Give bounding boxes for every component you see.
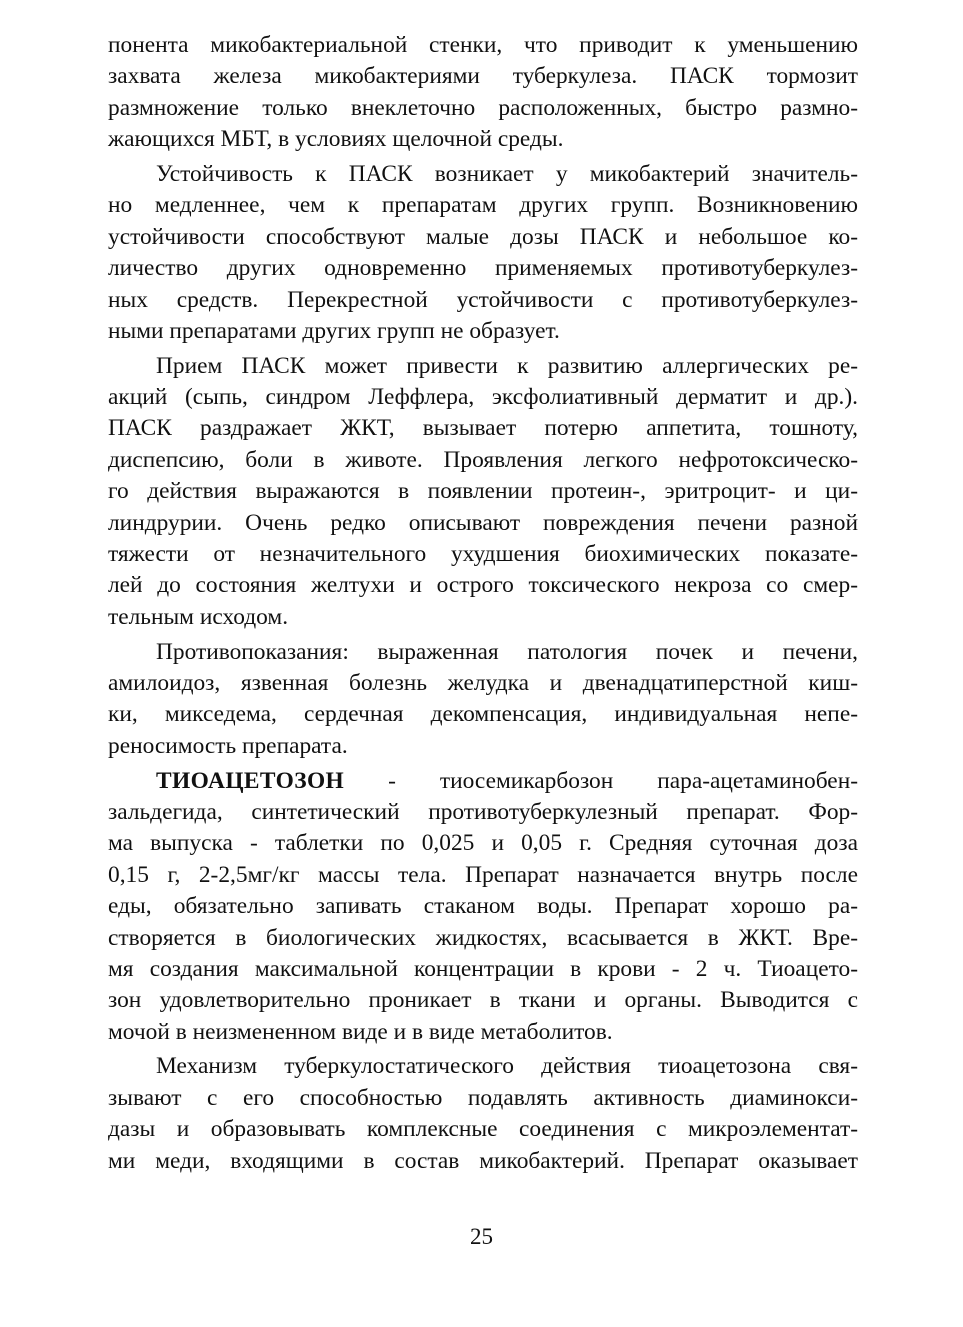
text-line: размножение только внеклеточно расположенных, быстро размно- xyxy=(108,94,858,121)
paragraph xyxy=(108,1051,858,1177)
text-line: акций (сыпь, синдром Леффлера, эксфолиативный дерматит и др.). xyxy=(108,384,858,411)
text-line xyxy=(108,766,858,797)
text-line: ми меди, входящими в состав микобактерий. Препарат оказывает xyxy=(108,1147,858,1174)
text-line: диспепсию, боли в животе. Проявления легкого нефротоксическо- xyxy=(108,446,858,473)
text-line: амилоидоз, язвенная болезнь желудка и двенадцатиперстной киш- xyxy=(108,669,858,696)
text-line: зон удовлетворительно проникает в ткани и органы. Выводится с xyxy=(108,987,858,1014)
paragraph xyxy=(108,351,858,634)
text-line: устойчивости способствуют малые дозы ПАСК и небольшое ко- xyxy=(108,223,858,250)
text-line: понента микобактериальной стенки, что приводит к уменьшению xyxy=(108,32,858,58)
text-line: захвата железа микобактериями туберкулеза. ПАСК тормозит xyxy=(108,63,858,90)
text-line: реносимость препарата. xyxy=(108,732,348,759)
page-number: 25 xyxy=(470,1224,493,1249)
paragraph xyxy=(108,637,858,763)
text-line: Противопоказания: выраженная патология почек и печени, xyxy=(156,638,858,665)
text-line: еды, обязательно запивать стаканом воды. Препарат хорошо ра- xyxy=(108,893,858,920)
text-line: зальдегида, синтетический противотуберкулезный препарат. Фор- xyxy=(108,798,858,825)
text-line-rest: - тиосемикарбозон пара-ацетаминобен- xyxy=(344,767,858,794)
paragraph xyxy=(108,30,858,156)
drug-entry-paragraph xyxy=(108,766,858,1049)
text-line: Прием ПАСК может привести к развитию аллергических ре- xyxy=(156,352,858,379)
text-line: ных средств. Перекрестной устойчивости с противотуберкулез- xyxy=(108,286,858,313)
text-line: тяжести от незначительного ухудшения биохимических показате- xyxy=(108,541,858,568)
drug-name-term: ТИОАЦЕТОЗОН xyxy=(156,767,345,794)
text-line: ными препаратами других групп не образует. xyxy=(108,317,560,344)
text-line: лей до состояния желтухи и острого токсического некроза со смер- xyxy=(108,572,858,599)
text-line: ма выпуска - таблетки по 0,025 и 0,05 г. Средняя суточная доза xyxy=(108,830,858,857)
text-line: го действия выражаются в появлении протеин-, эритроцит- и ци- xyxy=(108,478,858,505)
text-line: створяется в биологических жидкостях, всасывается в ЖКТ. Вре- xyxy=(108,924,858,951)
page-body xyxy=(108,30,858,1177)
text-line: зывают с его способностью подавлять активность диаминокси- xyxy=(108,1084,858,1111)
text-line: личество других одновременно применяемых противотуберкулез- xyxy=(108,255,858,282)
text-line: 0,15 г, 2-2,5мг/кг массы тела. Препарат назначается внутрь после xyxy=(108,861,858,888)
text-line: тельным исходом. xyxy=(108,603,289,630)
text-line: Устойчивость к ПАСК возникает у микобактерий значитель- xyxy=(156,160,858,187)
text-line: ПАСК раздражает ЖКТ, вызывает потерю аппетита, тошноту, xyxy=(108,415,858,442)
text-line: линдрурии. Очень редко описывают повреждения печени разной xyxy=(108,509,858,536)
text-line: жающихся МБТ, в условиях щелочной среды. xyxy=(108,126,564,153)
text-line: мя создания максимальной концентрации в крови - 2 ч. Тиоацето- xyxy=(108,955,858,982)
text-line: мочой в неизмененном виде и в виде метаболитов. xyxy=(108,1018,613,1045)
paragraph xyxy=(108,159,858,347)
text-line: Механизм туберкулостатического действия тиоацетозона свя- xyxy=(156,1053,858,1080)
text-line: ки, микседема, сердечная декомпенсация, индивидуальная непе- xyxy=(108,701,858,728)
text-line: но медленнее, чем к препаратам других групп. Возникновению xyxy=(108,192,858,219)
text-line: дазы и образовывать комплексные соединения с микроэлементат- xyxy=(108,1116,858,1143)
